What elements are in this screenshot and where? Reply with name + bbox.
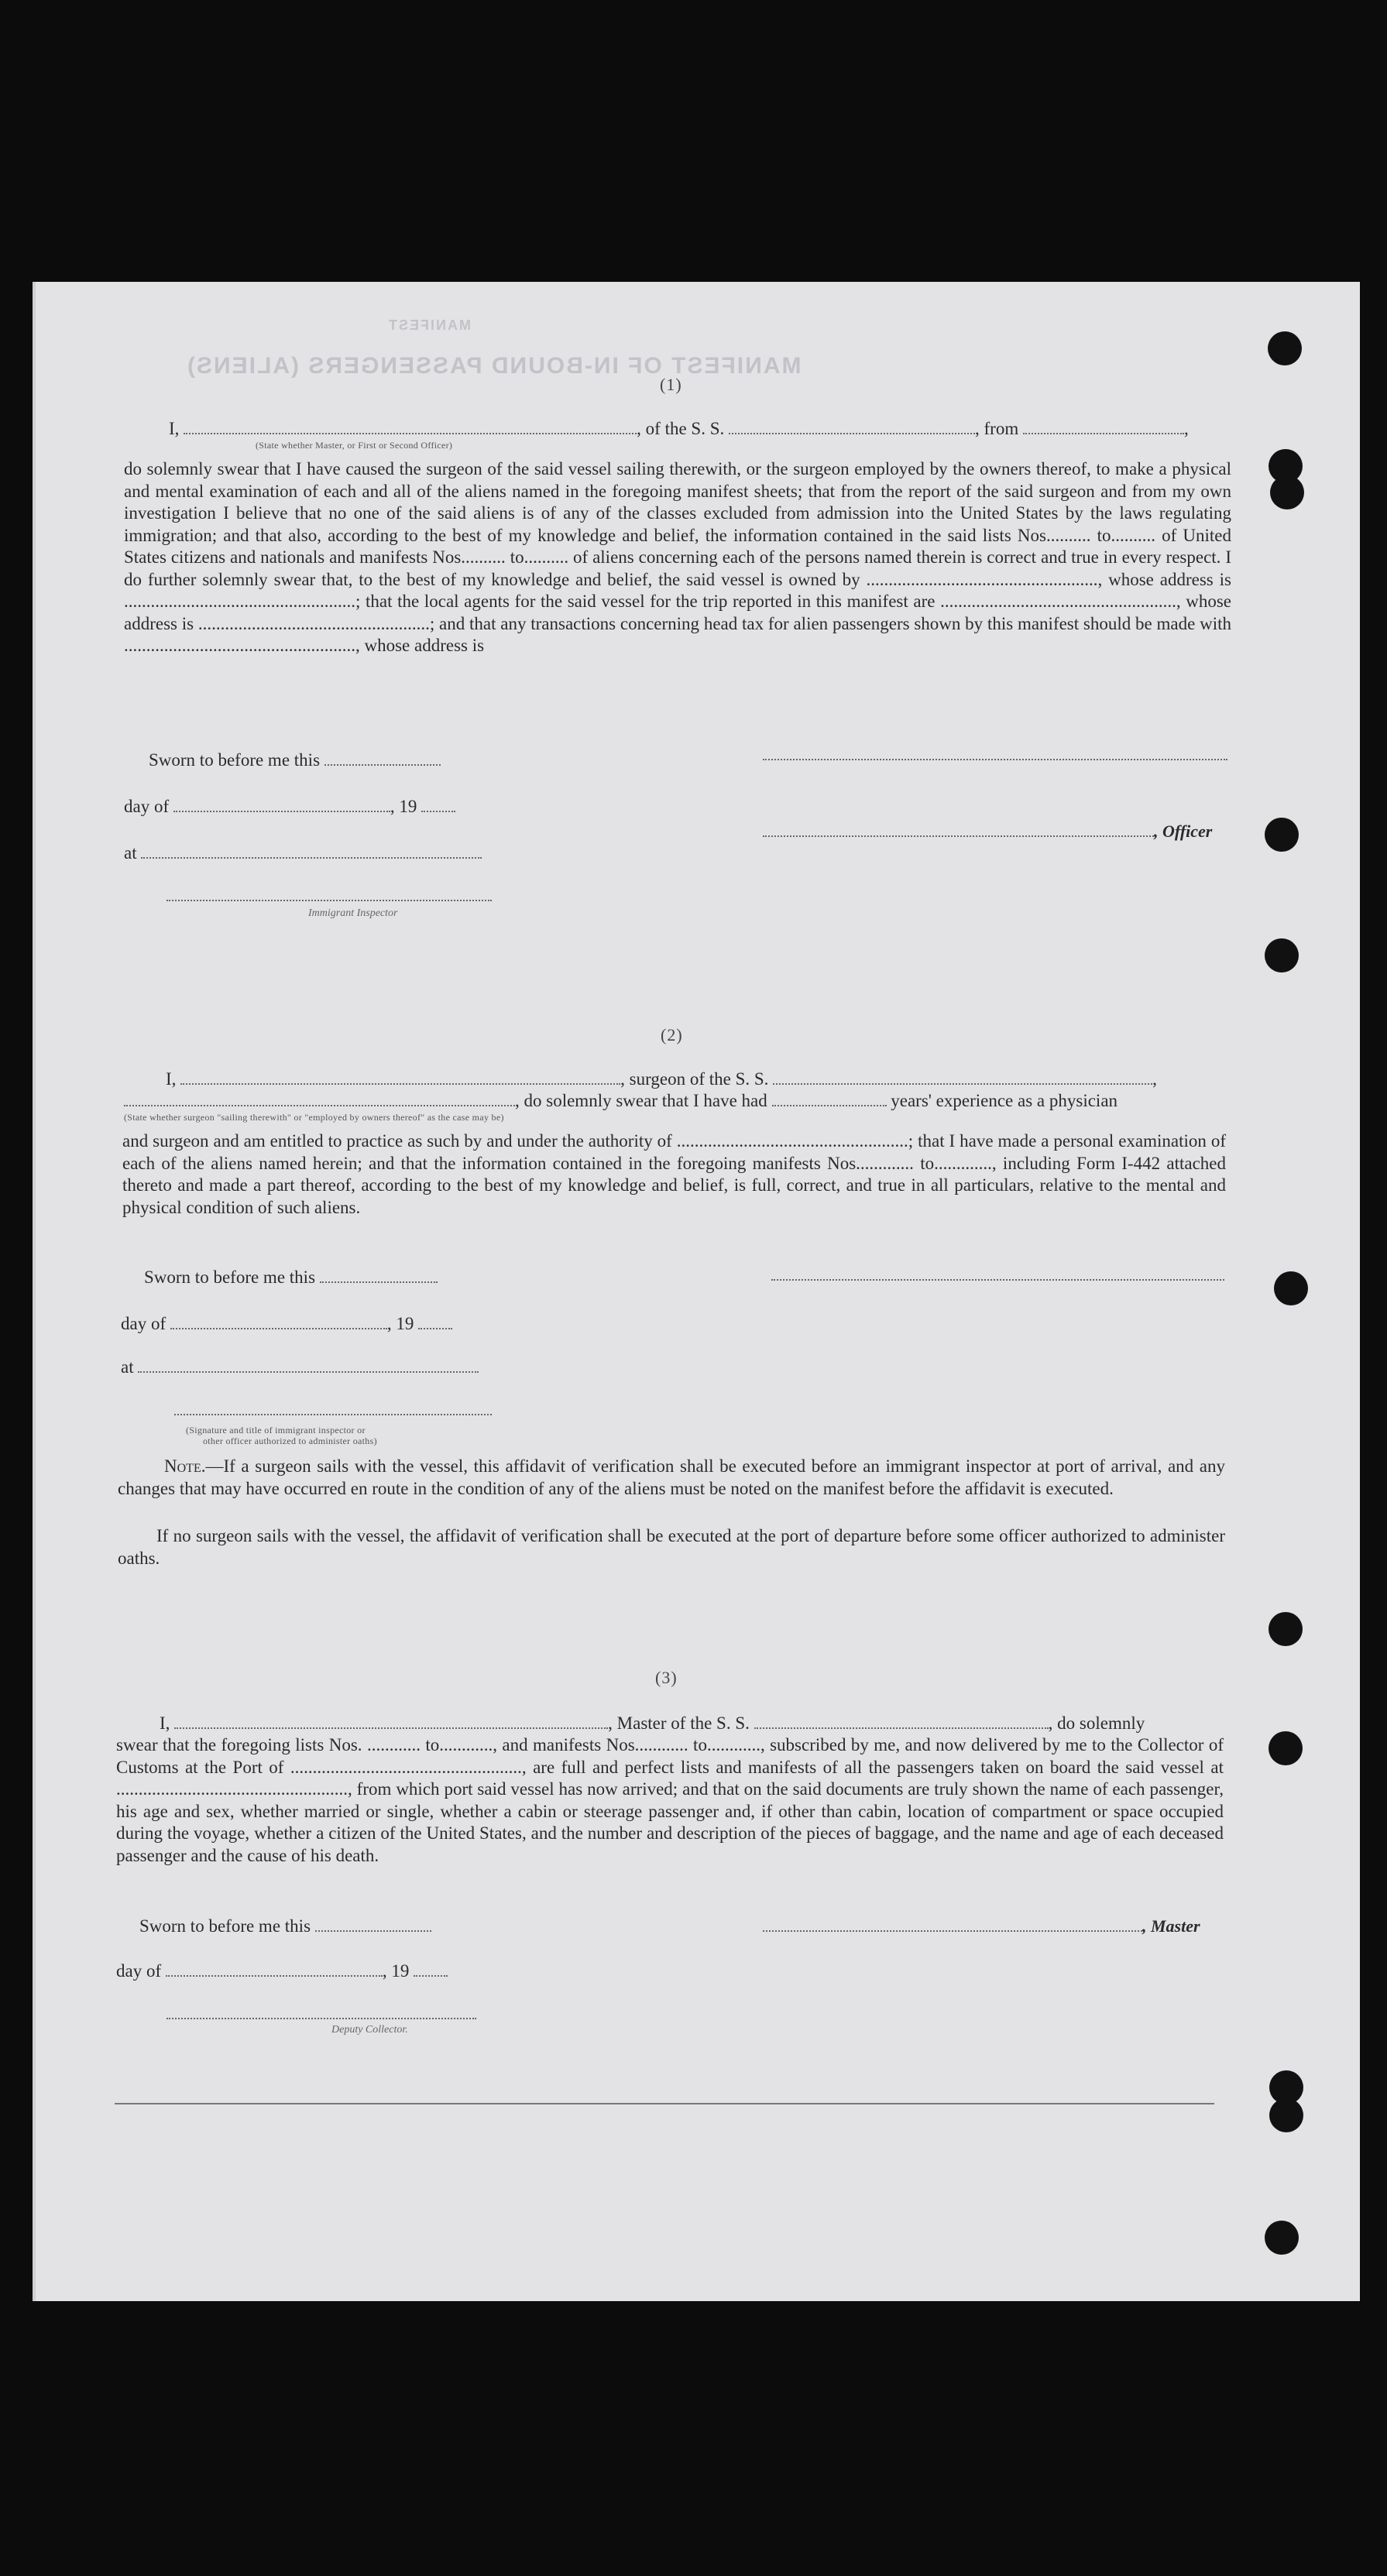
- master-vessel-field[interactable]: [754, 1713, 1049, 1729]
- at-field-1[interactable]: [141, 843, 482, 859]
- surgeon-vessel-field[interactable]: [773, 1069, 1152, 1085]
- day-field-2[interactable]: [170, 1314, 387, 1329]
- day-of-line-3: day of , 19: [116, 1960, 448, 1982]
- binder-hole-6: [1274, 1271, 1308, 1305]
- master-signature-field[interactable]: [763, 1916, 1142, 1932]
- section-3-oath-text: swear that the foregoing lists Nos. ............ to............, and manifests Nos............ to............, subscribed by me, and now delivered by me to the Collector of Customs at the Port of ...................................................., are full and perfect lists and manifests of all the passengers taken on board the said vessel at ...................................................., from which port said vessel has now arrived; and that on the said documents are truly shown the name of each passenger, his age and sex, whether married or single, whether a cabin or steerage passenger and, if other than cabin, location of compartment or space occupied during the voyage, whether a citizen of the United States, and the number and description of the pieces of baggage, and the name and age of each deceased passenger and the cause of his death.: [116, 1735, 1224, 1865]
- section-2-second-line: , do solemnly swear that I have had years' experience as a physician: [124, 1090, 1117, 1112]
- binder-hole-7: [1269, 1612, 1303, 1646]
- surgeon-signature-line[interactable]: [771, 1279, 1224, 1281]
- day-of-line-1: day of , 19: [124, 796, 455, 818]
- collector-sig-line[interactable]: [167, 2018, 476, 2019]
- surgeon-note: Note.—If a surgeon sails with the vessel, this affidavit of verification shall be executed before an immigrant inspector at port of arrival, and any changes that may have occurred en route in the condition of any of the aliens must be noted on the manifest before the affidavit is executed.: [118, 1456, 1225, 1498]
- section-2-oath-text: and surgeon and am entitled to practice as such by and under the authority of ....................................................; that I have made a personal examination of each of the aliens named herein; and that the information contained in the foregoing manifests Nos............. to............., including Form I-442 attached thereto and made a part thereof, according to the best of my knowledge and belief, is full, correct, and true in all particulars, relative to the mental and physical condition of such aliens.: [122, 1131, 1226, 1217]
- surgeon-status-note: (State whether surgeon "sailing therewith" or "employed by owners thereof" as the case may be): [124, 1112, 504, 1123]
- no-surgeon-note: If no surgeon sails with the vessel, the affidavit of verification shall be executed at the port of departure before some officer authorized to administer oaths.: [118, 1526, 1225, 1568]
- sig-title-note-2: other officer authorized to administer oaths): [203, 1435, 377, 1446]
- master-signature-line: , Master: [763, 1916, 1200, 1937]
- year-field-1[interactable]: [421, 797, 455, 812]
- from-label: , from: [975, 419, 1019, 438]
- day-of-line-2: day of , 19: [121, 1313, 452, 1335]
- year-field-2[interactable]: [418, 1314, 452, 1329]
- sworn-date-field-1[interactable]: [324, 750, 441, 766]
- binder-hole-1: [1268, 331, 1302, 365]
- surgeon-status-field[interactable]: [124, 1091, 515, 1106]
- bottom-divider: [115, 2103, 1214, 2104]
- bleed-through-sub: MANIFEST: [387, 317, 471, 333]
- section-1-number: (1): [660, 375, 682, 394]
- officer-name-field[interactable]: [184, 419, 637, 434]
- departure-port-field[interactable]: [1023, 419, 1184, 434]
- surgeon-name-field[interactable]: [180, 1069, 620, 1085]
- sworn-line-2: Sworn to before me this: [144, 1267, 438, 1288]
- day-field-1[interactable]: [173, 797, 390, 812]
- sworn-date-field-3[interactable]: [315, 1916, 431, 1932]
- at-line-2: at: [121, 1357, 479, 1378]
- section-3-number: (3): [655, 1668, 678, 1687]
- sworn-date-field-2[interactable]: [320, 1267, 438, 1283]
- sworn-line-1: Sworn to before me this: [149, 749, 441, 771]
- binder-hole-3: [1270, 475, 1304, 509]
- at-line-1: at: [124, 842, 482, 864]
- years-field[interactable]: [772, 1091, 887, 1106]
- section-1-oath-text: do solemnly swear that I have caused the surgeon of the said vessel sailing therewith, or the surgeon employed by the owners thereof, to make a physical and mental examination of each and all of the aliens named in the foregoing manifest sheets; that from the report of the said surgeon and from my own investigation I believe that no one of the said aliens is of any of the classes excluded from admission into the United States by the laws regulating immigration; and that also, according to the best of my knowledge and belief, the information contained in the said lists Nos.......... to.......... of United States citizens and nationals and manifests Nos.......... to.......... of aliens concerning each of the persons named therein is correct and true in every respect. I do further solemnly swear that, to the best of my knowledge and belief, the said vessel is owned by ...................................................., whose address is ....................................................; that the local agents for the said vessel for the trip reported in this manifest are ....................................................., whose address is ....................................................; and that any transactions concerning head tax for alien passengers shown by this manifest should be made with ...................................................., whose address is: [124, 459, 1231, 655]
- section-1-first-line: I, , of the S. S. , from ,: [169, 419, 1189, 438]
- sworn-line-3: Sworn to before me this: [139, 1916, 431, 1937]
- of-ss-label: , of the S. S.: [637, 419, 725, 438]
- at-field-2[interactable]: [138, 1357, 479, 1373]
- section-2-number: (2): [661, 1025, 683, 1044]
- binder-hole-10: [1269, 2098, 1303, 2132]
- binder-hole-8: [1269, 1731, 1303, 1765]
- binder-hole-11: [1265, 2221, 1299, 2255]
- master-name-field[interactable]: [174, 1713, 608, 1729]
- officer-rank-note: (State whether Master, or First or Second Officer): [256, 440, 453, 451]
- collector-caption: Deputy Collector.: [331, 2024, 408, 2036]
- section-2-first-line: I, , surgeon of the S. S. ,: [166, 1069, 1157, 1089]
- year-field-3[interactable]: [414, 1961, 448, 1977]
- binder-hole-4: [1265, 818, 1299, 852]
- vessel-name-field[interactable]: [729, 419, 975, 434]
- day-field-3[interactable]: [166, 1961, 383, 1977]
- inspector-caption: Immigrant Inspector: [308, 907, 398, 919]
- officer-signature-field[interactable]: [763, 822, 1154, 837]
- officer-sig-line-top[interactable]: [763, 759, 1227, 760]
- officer-sig-line-2[interactable]: [174, 1414, 492, 1415]
- binder-hole-5: [1265, 938, 1299, 972]
- inspector-sig-line[interactable]: [167, 900, 492, 901]
- pronoun-i: I,: [169, 419, 180, 438]
- bleed-through-header: MANIFEST OF IN-BOUND PASSENGERS (ALIENS): [186, 353, 802, 379]
- section-3-first-line: I, , Master of the S. S. , do solemnly: [160, 1713, 1145, 1733]
- officer-signature-line: , Officer: [763, 821, 1212, 842]
- sig-title-note-1: (Signature and title of immigrant inspector or: [186, 1425, 366, 1435]
